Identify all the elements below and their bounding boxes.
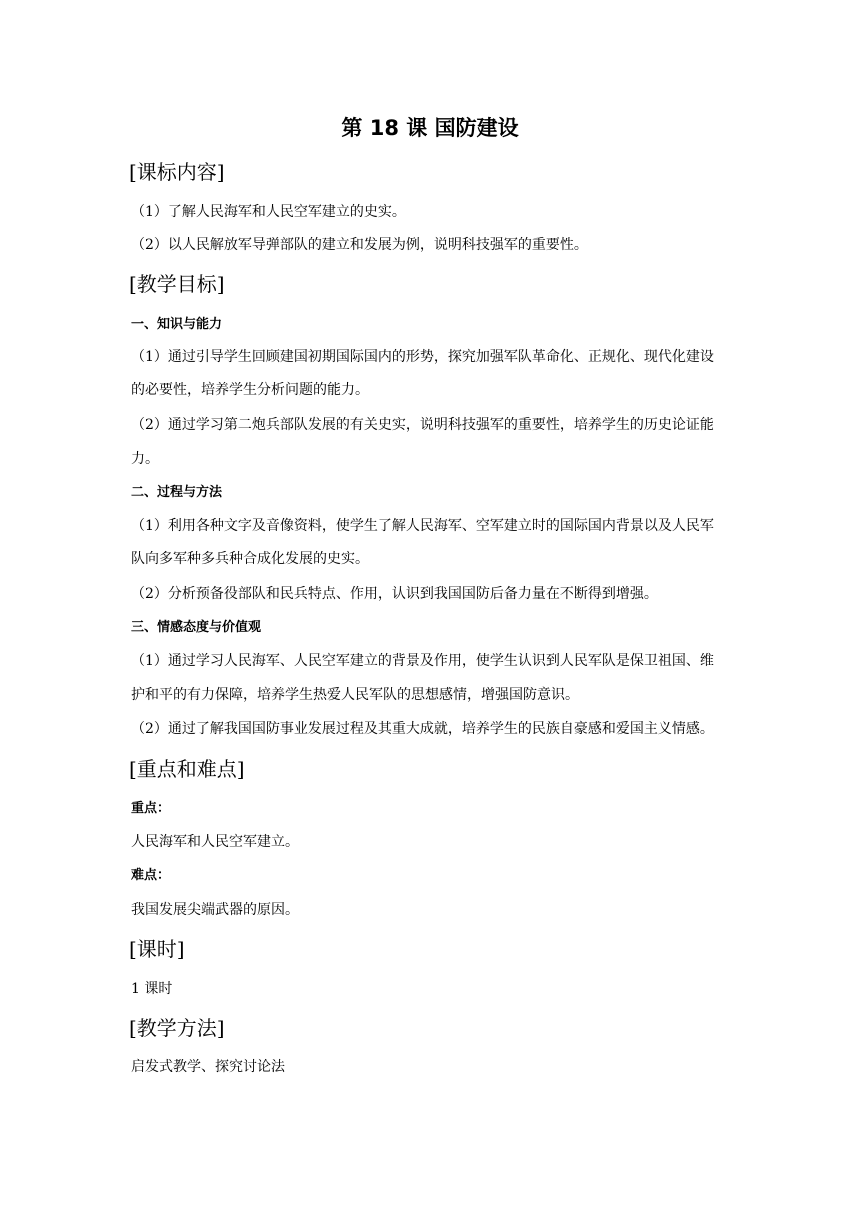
objective-line: 力。	[131, 451, 159, 467]
objective-line: （1）通过学习人民海军、人民空军建立的背景及作用，使学生认识到人民军队是保卫祖国、维	[131, 653, 714, 669]
objective-group-title-knowledge: 一、知识与能力	[131, 317, 223, 332]
focus-label: 重点：	[131, 801, 171, 816]
objective-line: （2）通过了解我国国防事业发展过程及其重大成就，培养学生的民族自豪感和爱国主义情感。	[131, 721, 714, 737]
section-heading-hours: [课时]	[129, 937, 185, 961]
section-heading-methods: [教学方法]	[129, 1016, 225, 1040]
focus-text: 人民海军和人民空军建立。	[131, 834, 299, 850]
objective-line: 护和平的有力保障，培养学生热爱人民军队的思想感情，增强国防意识。	[131, 687, 579, 703]
section-heading-curriculum: [课标内容]	[129, 160, 225, 184]
section-heading-objectives: [教学目标]	[129, 272, 225, 296]
curriculum-item-2: （2）以人民解放军导弹部队的建立和发展为例，说明科技强军的重要性。	[131, 237, 588, 253]
objective-line: 的必要性，培养学生分析问题的能力。	[131, 382, 369, 398]
objective-group-title-process: 二、过程与方法	[131, 485, 223, 500]
objective-line: 队向多军种多兵种合成化发展的史实。	[131, 551, 369, 567]
methods-text: 启发式教学、探究讨论法	[131, 1059, 285, 1075]
objective-group-title-values: 三、情感态度与价值观	[131, 620, 262, 635]
objective-line: （2）分析预备役部队和民兵特点、作用，认识到我国国防后备力量在不断得到增强。	[131, 586, 658, 602]
objective-line: （1）利用各种文字及音像资料，使学生了解人民海军、空军建立时的国际国内背景以及人民军	[131, 518, 714, 534]
objective-line: （1）通过引导学生回顾建国初期国际国内的形势，探究加强军队革命化、正规化、现代化建设	[131, 349, 714, 365]
section-heading-key-points: [重点和难点]	[129, 757, 245, 781]
page-title: 第 18 课 国防建设	[341, 116, 519, 140]
difficulty-text: 我国发展尖端武器的原因。	[131, 902, 299, 918]
curriculum-item-1: （1）了解人民海军和人民空军建立的史实。	[131, 204, 406, 220]
difficulty-label: 难点：	[131, 868, 171, 883]
hours-text: 1 课时	[131, 981, 173, 997]
objective-line: （2）通过学习第二炮兵部队发展的有关史实，说明科技强军的重要性，培养学生的历史论证能	[131, 417, 714, 433]
